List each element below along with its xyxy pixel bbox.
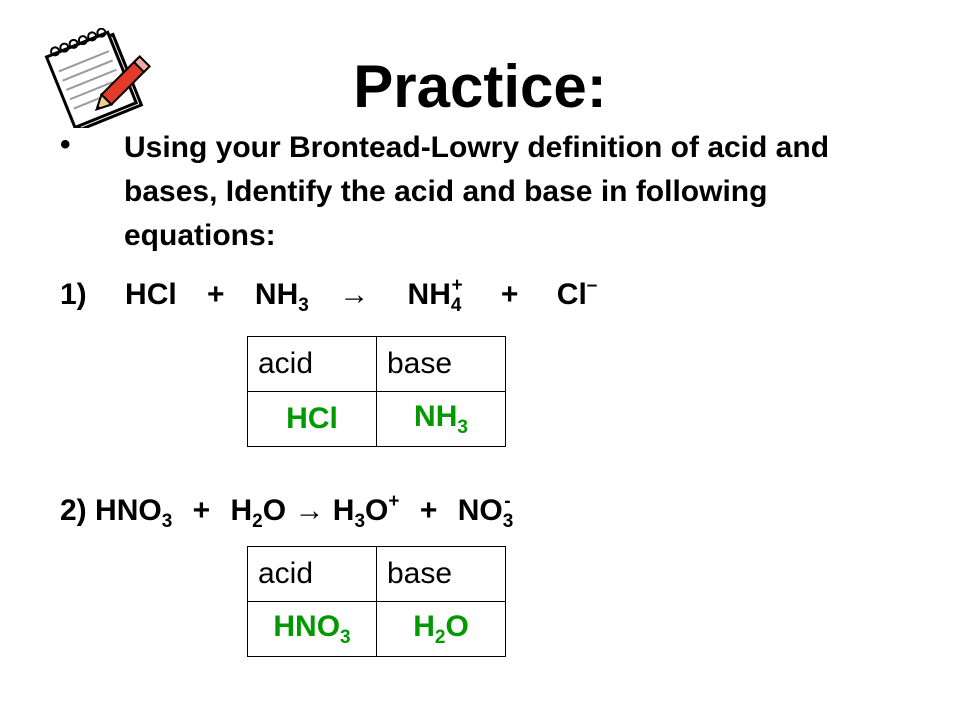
table2-base-sub: 2 (434, 626, 446, 648)
slide-title: Practice: (353, 53, 607, 120)
table1-acid-answer: HCl (248, 392, 377, 447)
table1-header-acid: acid (248, 337, 377, 392)
eq2-reactant-2-a: H (230, 494, 253, 527)
eq2-product-1-sub: 3 (354, 511, 366, 532)
eq1-plus-1: + (207, 278, 225, 311)
eq1-product-1-base: NH (407, 278, 451, 311)
eq1-plus-2: + (500, 278, 519, 311)
eq2-product-2-sub: 3 (502, 511, 514, 532)
table2-base-answer (377, 602, 506, 657)
eq1-reactant-1: HCl (125, 278, 177, 311)
table2-acid-sub: 3 (340, 626, 351, 648)
table1-base-sub: 3 (457, 416, 468, 438)
eq2-plus-2: + (419, 494, 438, 527)
eq1-product-1-sup: + (451, 275, 463, 296)
eq1-arrow-icon: → (339, 278, 370, 311)
table1-base-answer (377, 392, 506, 447)
eq2-arrow-icon: → (294, 494, 325, 527)
table2-acid-main: HNO (273, 609, 341, 643)
eq1-product-2-sup: – (586, 275, 598, 296)
eq2-reactant-2-sub: 2 (252, 511, 263, 532)
eq2-product-2-base: NO (457, 494, 503, 527)
answer-table-1 (247, 336, 506, 447)
table2-acid-answer (248, 602, 377, 657)
eq2-product-1-sup: + (388, 491, 400, 512)
answer-table-2 (247, 546, 506, 657)
eq2-product-1 (332, 491, 400, 532)
eq2-reactant-2-b: O (262, 494, 287, 527)
eq2-number: 2) (60, 494, 87, 527)
bullet-marker: • (60, 128, 71, 161)
eq1-product-1 (407, 275, 463, 316)
eq1-reactant-2 (254, 278, 309, 316)
eq1-product-2 (556, 275, 598, 311)
eq1-number: 1) (60, 278, 87, 311)
eq2-plus-1: + (192, 494, 211, 527)
table2-base-b: O (445, 609, 469, 643)
table1-header-base: base (377, 337, 506, 392)
table2-header-acid: acid (248, 547, 377, 602)
eq2-reactant-1-base: HNO (95, 494, 162, 527)
equation-1 (60, 268, 597, 324)
eq2-reactant-2 (230, 494, 287, 532)
eq1-reactant-2-base: NH (254, 278, 299, 311)
equation-2 (60, 484, 514, 540)
eq2-product-1-a: H (332, 494, 355, 527)
eq2-reactant-1 (95, 494, 173, 532)
eq2-reactant-1-sub: 3 (161, 511, 173, 532)
instruction-text: Using your Brontead-Lowry definition of acid and bases, Identify the acid and base in following equations: (124, 131, 830, 252)
eq1-product-2-base: Cl (556, 278, 587, 311)
eq2-product-2-sup: - (504, 491, 511, 512)
table2-base-a: H (413, 609, 435, 643)
eq1-product-1-sub: 4 (450, 295, 462, 316)
eq2-product-2 (457, 491, 514, 532)
table2-header-base: base (377, 547, 506, 602)
eq1-reactant-2-sub: 3 (298, 295, 309, 316)
table1-base-main: NH (414, 399, 458, 433)
eq2-product-1-b: O (365, 494, 389, 527)
